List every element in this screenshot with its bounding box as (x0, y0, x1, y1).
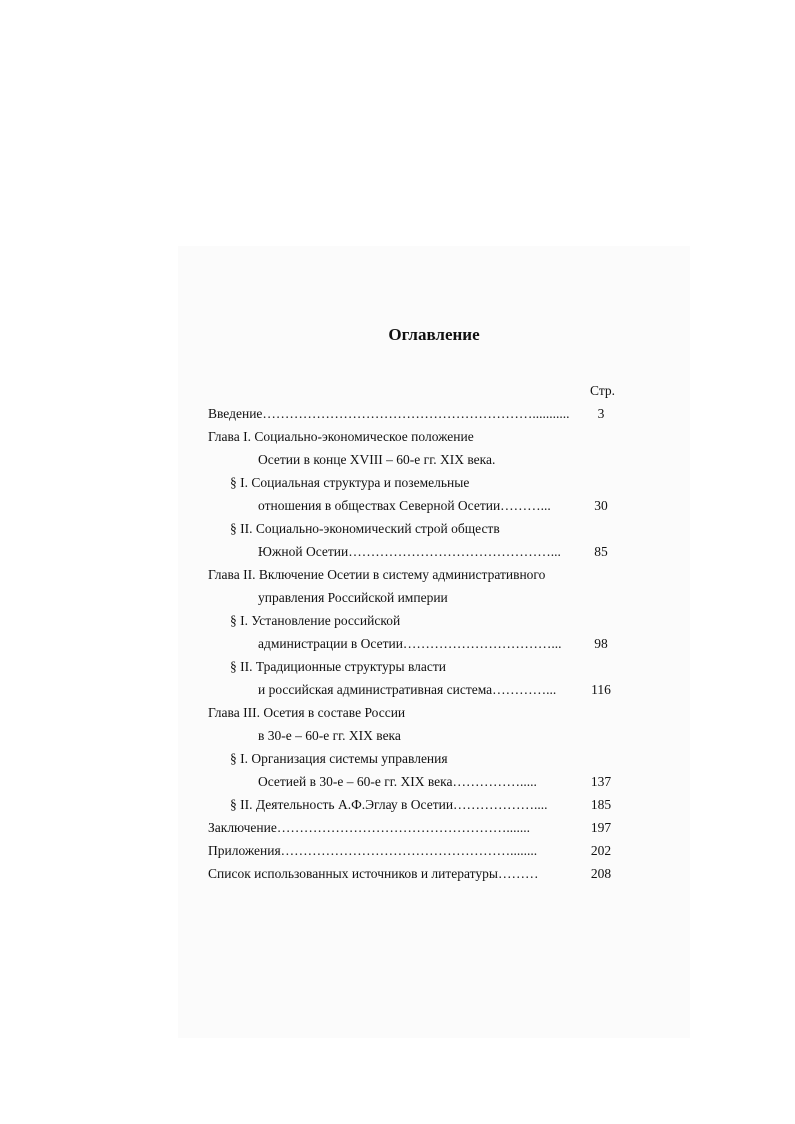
toc-entry-text: Осетии в конце XVIII – 60-е гг. XIX века. (258, 452, 496, 467)
toc-entry-ch2-section-1-cont (208, 635, 618, 653)
toc-entry-page: 202 (590, 843, 612, 858)
toc-entry-text: § II. Деятельность А.Ф.Эглау в Осетии……………….... (230, 797, 548, 812)
toc-entry-text: § I. Организация системы управления (230, 751, 448, 766)
toc-entry-page: 85 (594, 544, 608, 559)
toc-entry-ch3-section-1 (208, 750, 618, 768)
page-title: Оглавление (388, 325, 480, 344)
toc-entry-ch2-section-2 (208, 658, 618, 676)
toc-entry-text: Глава III. Осетия в составе России (208, 705, 406, 720)
toc-entry-text: Глава II. Включение Осетии в систему административного (208, 567, 546, 582)
toc-entry-ch2-section-2-cont (208, 681, 618, 699)
toc-entry-text: Введение……………………………………………………........... (208, 406, 570, 421)
toc-entry-text: § II. Социально-экономический строй обществ (230, 521, 500, 536)
toc-entry-chapter-2-cont (208, 589, 618, 607)
page-column-header: Стр. (590, 383, 616, 398)
toc-entry-ch1-section-2-cont (208, 543, 618, 561)
toc-entry-ch1-section-1 (208, 474, 618, 492)
toc-entry-ch3-section-1-cont (208, 773, 618, 791)
toc-entry-text: отношения в обществах Северной Осетии………... (258, 498, 551, 513)
toc-entry-text: управления Российской империи (258, 590, 448, 605)
toc-entry-ch3-section-2 (208, 796, 618, 814)
toc-entry-appendices (208, 842, 618, 860)
toc-entry-chapter-1-cont (208, 451, 618, 469)
toc-entry-page: 116 (591, 682, 611, 697)
toc-entry-chapter-2 (208, 566, 618, 584)
toc-entry-page: 185 (590, 797, 612, 812)
toc-entry-text: в 30-е – 60-е гг. XIX века (258, 728, 401, 743)
toc-entry-page: 137 (590, 774, 612, 789)
toc-entry-page: 30 (594, 498, 608, 513)
toc-entry-text: Южной Осетии………………………………………... (258, 544, 561, 559)
toc-entry-chapter-3-cont (208, 727, 618, 745)
toc-entry-page: 208 (590, 866, 612, 881)
toc-entry-text: § I. Социальная структура и поземельные (230, 475, 470, 490)
toc-entry-ch1-section-1-cont (208, 497, 618, 515)
toc-entry-bibliography (208, 865, 618, 883)
toc-entry-text: Глава I. Социально-экономическое положение (208, 429, 474, 444)
toc-entry-introduction (208, 405, 618, 423)
toc-entry-text: Осетией в 30-е – 60-е гг. XIX века……………..... (258, 774, 537, 789)
toc-entry-ch1-section-2 (208, 520, 618, 538)
toc-entry-page: 3 (597, 406, 605, 421)
toc-entry-text: и российская административная система…………... (258, 682, 557, 697)
toc-entry-page: 197 (590, 820, 612, 835)
toc-entry-chapter-3 (208, 704, 618, 722)
toc-entry-text: § I. Установление российской (230, 613, 401, 628)
toc-entry-text: администрации в Осетии……………………………... (258, 636, 562, 651)
toc-entry-chapter-1 (208, 428, 618, 446)
toc-entry-text: § II. Традиционные структуры власти (230, 659, 446, 674)
toc-entry-ch2-section-1 (208, 612, 618, 630)
toc-entry-conclusion (208, 819, 618, 837)
toc-entry-text: Заключение……………………………………………....... (208, 820, 530, 835)
toc-entry-text: Приложения……………………………………………........ (208, 843, 538, 858)
toc-entry-page: 98 (594, 636, 608, 651)
toc-entry-text: Список использованных источников и литературы……… (208, 866, 539, 881)
